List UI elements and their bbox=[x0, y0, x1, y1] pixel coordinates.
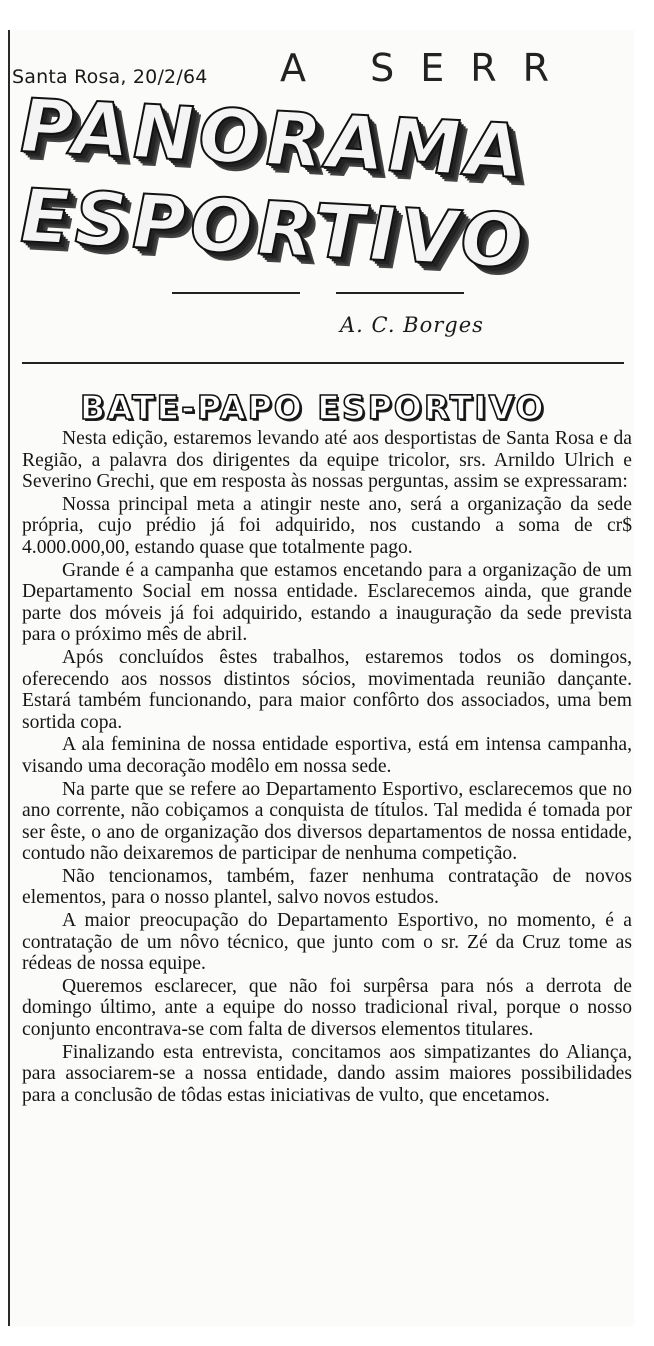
article-paragraph: Na parte que se refere ao Departamento Esportivo, esclarecemos que no ano corrente, não cobiçamos a conquista de títulos. Tal medida é tomada por ser êste, o ano de organização dos diversos departamentos de nossa entidade, contudo não deixaremos de participar de nenhuma competição. bbox=[22, 778, 632, 865]
article-paragraph: Grande é a campanha que estamos encetando para a organização de um Departamento Social em nossa entidade. Esclarecemos ainda, que grande parte dos móveis já foi adquirido, estando a inauguração da sede prevista para o próximo mês de abril. bbox=[22, 559, 632, 646]
article-paragraph: Queremos esclarecer, que não foi surpêrsa para nós a derrota de domingo último, ante a equipe do nosso tradicional rival, porque o nosso conjunto encontrava-se com falta de diversos elementos titulares. bbox=[22, 975, 632, 1041]
article-paragraph: Após concluídos êstes trabalhos, estaremos todos os domingos, oferecendo aos nossos distintos sócios, movimentada reunião dançante. Estará também funcionando, para maior confôrto dos associados, uma bem sortida copa. bbox=[22, 646, 632, 733]
article-paragraph: Nesta edição, estaremos levando até aos desportistas de Santa Rosa e da Região, a palavra dos dirigentes da equipe tricolor, srs. Arnildo Ulrich e Severino Grechi, que em resposta às nossas perguntas, assim se expressaram: bbox=[22, 428, 632, 493]
article-headline: BATE-PAPO ESPORTIVO bbox=[80, 388, 546, 427]
article-paragraph: Nossa principal meta a atingir neste ano, será a organização da sede própria, cujo prédio já foi adquirido, nos custando a soma de cr$ 4.000.000,00, estando quase que totalmente pago. bbox=[22, 493, 632, 558]
newspaper-name: A SERR bbox=[280, 46, 576, 90]
masthead-line-1: PANORAMA bbox=[20, 82, 527, 196]
masthead-rule-right bbox=[336, 292, 464, 294]
article-paragraph: A ala feminina de nossa entidade esportiva, está em intensa campanha, visando uma decoração modêlo em nossa sede. bbox=[22, 734, 632, 777]
byline: A. C. Borges bbox=[340, 313, 484, 337]
dateline: Santa Rosa, 20/2/64 bbox=[12, 66, 208, 88]
article-paragraph: Não tencionamos, também, fazer nenhuma contratação de novos elementos, para o nosso plantel, salvo novos estudos. bbox=[22, 865, 632, 909]
section-masthead bbox=[20, 82, 632, 286]
article-paragraph: Finalizando esta entrevista, concitamos aos simpatizantes do Aliança, para associarem-se a nossa entidade, dando assim maiores possibilidades para a conclusão de tôdas estas iniciativas de vulto, que encetamos. bbox=[22, 1041, 632, 1106]
masthead-rule-left bbox=[172, 292, 300, 294]
article-body bbox=[22, 428, 632, 1106]
masthead-line-2: ESPORTIVO bbox=[20, 172, 528, 286]
clipping-edge bbox=[8, 30, 10, 1326]
article-paragraph: A maior preocupação do Departamento Esportivo, no momento, é a contratação de um nôvo técnico, que junto com o sr. Zé da Cruz tome as rédeas de nossa equipe. bbox=[22, 910, 632, 975]
header-divider bbox=[22, 362, 624, 364]
